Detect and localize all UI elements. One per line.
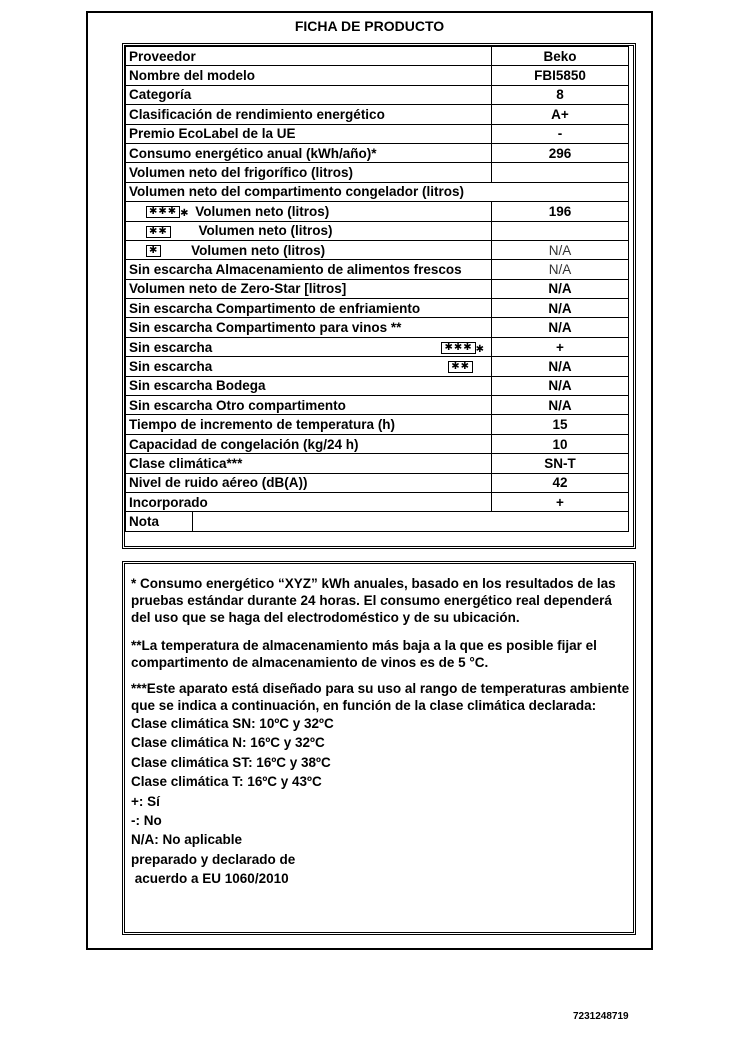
row-label-modelo: Nombre del modelo (126, 66, 492, 85)
two-star-icon: ✱✱ (448, 361, 473, 373)
row-label-text: Volumen neto (litros) (198, 223, 333, 239)
row-label-vinos: Sin escarcha Compartimento para vinos ** (126, 318, 492, 337)
list-item: -: No (131, 813, 162, 829)
two-star-marker (448, 359, 473, 374)
row-label-tiempo: Tiempo de incremento de temperatura (h) (126, 415, 492, 434)
row-label-enfriamiento: Sin escarcha Compartimento de enfriamiento (126, 299, 492, 318)
table-row (126, 47, 629, 66)
row-label-text: Sin escarcha (129, 339, 213, 355)
list-item: Clase climática T: 16ºC y 43ºC (131, 774, 322, 790)
two-star-icon: ✱✱ (146, 226, 171, 238)
table-row (126, 105, 629, 124)
row-value-clasificacion: A+ (492, 105, 629, 124)
table-row (126, 415, 629, 434)
table-row (126, 512, 629, 531)
row-label-otro: Sin escarcha Otro compartimento (126, 396, 492, 415)
row-value-clase: SN-T (492, 454, 629, 473)
row-value-capacidad: 10 (492, 434, 629, 453)
row-label-ruido: Nivel de ruido aéreo (dB(A)) (126, 473, 492, 492)
row-label-frescos: Sin escarcha Almacenamiento de alimentos frescos (126, 260, 492, 279)
row-value-otro: N/A (492, 396, 629, 415)
row-value-proveedor: Beko (492, 47, 629, 66)
row-label-consumo: Consumo energético anual (kWh/año)* (126, 143, 492, 162)
list-item: Clase climática SN: 10ºC y 32ºC (131, 716, 334, 731)
product-sheet (86, 11, 653, 950)
table-row (126, 454, 629, 473)
table-row (126, 202, 629, 221)
row-label-vol-congelador: Volumen neto del compartimento congelador (litros) (126, 182, 629, 201)
table-row (126, 182, 629, 201)
notes-list (131, 714, 633, 889)
spec-table-box (122, 43, 636, 549)
table-row (126, 337, 629, 356)
table-row (126, 434, 629, 453)
row-label-capacidad: Capacidad de congelación (kg/24 h) (126, 434, 492, 453)
row-value-sin-escarcha-3star: + (492, 337, 629, 356)
table-row (126, 396, 629, 415)
row-label-categoria: Categoría (126, 85, 492, 104)
row-label-vol-3star (126, 202, 492, 221)
row-value-vol-frigorifico (492, 163, 629, 182)
list-item: preparado y declarado de (131, 851, 296, 867)
nota-row (126, 512, 629, 531)
table-row (126, 85, 629, 104)
row-value-vol-3star: 196 (492, 202, 629, 221)
row-label-ecolabel: Premio EcoLabel de la UE (126, 124, 492, 143)
row-label-zero-star: Volumen neto de Zero-Star [litros] (126, 279, 492, 298)
table-row (126, 376, 629, 395)
row-value-vol-1star: N/A (492, 240, 629, 259)
table-row (126, 163, 629, 182)
three-star-icon: ✱✱✱ (146, 206, 180, 218)
row-value-consumo: 296 (492, 143, 629, 162)
row-label-clase: Clase climática*** (126, 454, 492, 473)
table-row (126, 492, 629, 511)
row-value-tiempo: 15 (492, 415, 629, 434)
row-value-ruido: 42 (492, 473, 629, 492)
row-value-frescos: N/A (492, 260, 629, 279)
table-row (126, 357, 629, 376)
row-value-vol-2star (492, 221, 629, 240)
row-value-zero-star: N/A (492, 279, 629, 298)
three-star-icon: ✱✱✱ (441, 342, 475, 354)
row-value-modelo: FBI5850 (492, 66, 629, 85)
three-star-marker (441, 340, 487, 355)
row-label-vol-frigorifico: Volumen neto del frigorífico (litros) (126, 163, 492, 182)
note-clase: ***Este aparato está diseñado para su uso al rango de temperaturas ambiente que se indica a continuación, en función de la clase climática declarada: (131, 681, 630, 713)
row-value-ecolabel: - (492, 124, 629, 143)
row-label-sin-escarcha-3star (126, 337, 492, 356)
note-vinos: **La temperatura de almacenamiento más baja a la que es posible fijar el compartimento de almacenamiento de vinos es de 5 °C. (131, 638, 597, 670)
row-value-sin-escarcha-2star: N/A (492, 357, 629, 376)
table-row (126, 279, 629, 298)
row-value-vinos: N/A (492, 318, 629, 337)
list-item: Clase climática ST: 16ºC y 38ºC (131, 754, 331, 770)
row-value-incorporado: + (492, 492, 629, 511)
row-label-sin-escarcha-2star (126, 357, 492, 376)
list-item: Clase climática N: 16ºC y 32ºC (131, 735, 325, 751)
row-label-incorporado: Incorporado (126, 492, 492, 511)
table-row (126, 260, 629, 279)
table-row (126, 143, 629, 162)
note-consumo: * Consumo energético “XYZ” kWh anuales, basado en los resultados de las pruebas estándar durante 24 horas. El consumo energético real dependerá del uso que se haga del electrodoméstico y de su ubicación. (131, 576, 616, 625)
row-label-text: Sin escarcha (129, 358, 213, 374)
row-value-enfriamiento: N/A (492, 299, 629, 318)
row-value-bodega: N/A (492, 376, 629, 395)
nota-label: Nota (126, 512, 193, 530)
one-star-icon: ✱ (146, 245, 161, 257)
row-label-clasificacion: Clasificación de rendimiento energético (126, 105, 492, 124)
table-row (126, 124, 629, 143)
row-label-bodega: Sin escarcha Bodega (126, 376, 492, 395)
row-label-proveedor: Proveedor (126, 47, 492, 66)
row-label-text: Volumen neto (litros) (191, 242, 326, 258)
extra-star-icon: ✱ (475, 343, 484, 355)
table-row (126, 240, 629, 259)
sheet-title: FICHA DE PRODUCTO (294, 18, 445, 34)
spec-table (125, 46, 629, 532)
table-row (126, 299, 629, 318)
table-row (126, 221, 629, 240)
notes (125, 564, 633, 889)
notes-box (122, 561, 636, 935)
list-item: N/A: No aplicable (131, 832, 243, 848)
row-value-categoria: 8 (492, 85, 629, 104)
row-label-text: Volumen neto (litros) (195, 203, 330, 219)
table-row (126, 318, 629, 337)
table-row (126, 66, 629, 85)
row-label-vol-1star (126, 240, 492, 259)
extra-star-icon: ✱ (180, 207, 189, 219)
row-label-vol-2star (126, 221, 492, 240)
list-item: +: Sí (131, 793, 160, 809)
document-code: 7231248719 (573, 1011, 629, 1022)
list-item: acuerdo a EU 1060/2010 (131, 871, 289, 887)
table-row (126, 473, 629, 492)
